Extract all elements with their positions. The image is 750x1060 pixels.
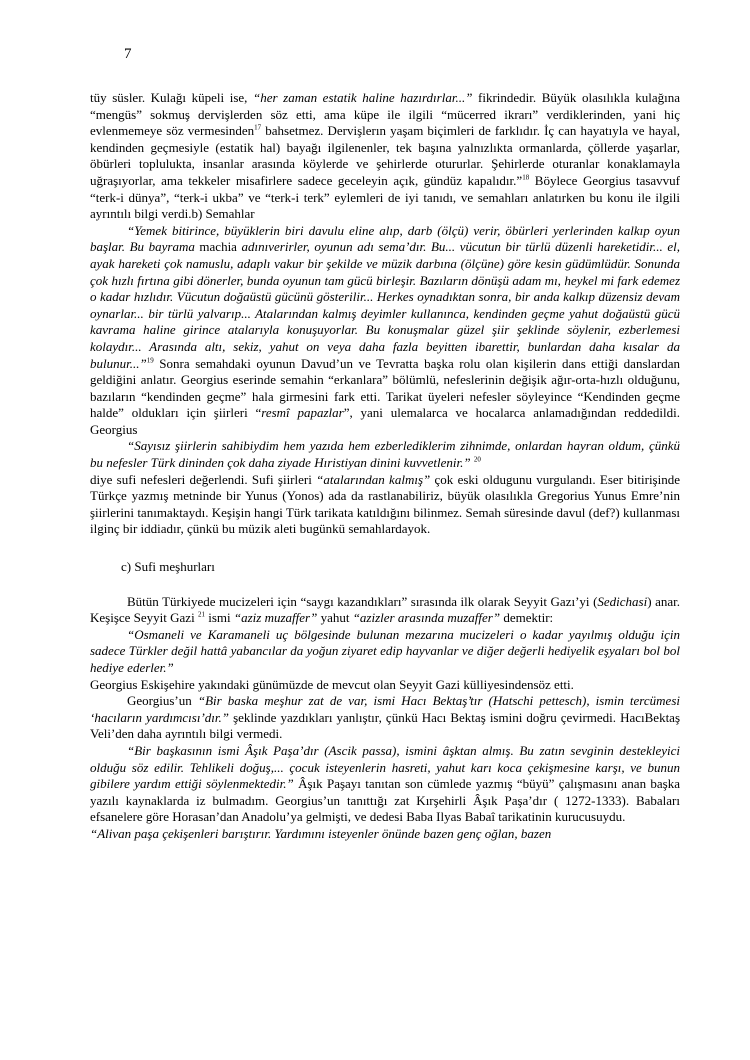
footnote-ref: 20	[473, 455, 481, 464]
paragraph-haci-bektas: Georgius’un “Bir baska meşhur zat de var, ismi Hacı Bektaş’tır (Hatschi pettesch), ismin tercümesi ‘hacıların yardımcısı’dır.” şeklinde yazdıkları yanlıştır, çünkü Hacı Bektaş ismini doğru çevirmedi. HacıBektaş Veli’den daha ayrıntılı bilgi vermedi.	[90, 693, 681, 742]
page-number: 7	[124, 46, 132, 62]
term-machia: machia	[199, 239, 237, 255]
paragraph-dervish-lifestyles: tüy süsler. Kulağı küpeli ise, “her zaman estatik haline hazırdırlar...” fikrindedir. Büyük olasılıkla kulağına “mengüs” sokmuş dervişlerden söz etti, ama küpe ile ilgili “mücerred ikrarı” verdiklerinden, yani hiç evlenmemeye söz vermesinden$^{17}$ bahsetmez. Dervişlerın yaşam biçimleri de farklıdır. İç can hayatıyla ve hayal, kendinden geçmesiyle (estatik hal) bayağı ilgilenenler, tek başına yalnızlıkta ormanlarda, çöllerde yaşarlar, öbürleri topluluktа, insanlar arasında köylerde ve şehirlerde otururlar. Şehirlerde oturanlar konaklamayla uğraşıyorlar, ama tekkeler misafirlere sadece geceleyin açık, gündüz kapalıdır.”$^{18}$ Böylece Georgius tasavvuf “terk-i dünya”, “terk-i ukba” ve “terk-i terk” eylemleri de iyi tanıdı, ve semahları anlatırken bu konu ile ilgili ayrıntılı bilgi verdi.b) Semahlar	[90, 90, 681, 222]
quote-poems: “Sayısız şiirlerin sahibiydim hem yazıda hem ezberlediklerim zihnimde, onlardan hayran oldum, çünkü bu nefesler Türk dininden çok daha ziyade Hıristiyan dinini kuvvetlenir.” $^{20}$	[90, 438, 680, 471]
paragraph-sufi-nefes: diye sufi nefesleri değerlendi. Sufi şiirleri “atalarından kalmış” çok eski oldugunu vurgulandı. Eser bitirişinde Türkçe yazmış metninde bir Yunus (Yonos) ada da rastlanabiliriz, büyük olasılıkla Gregorius Yunus Emre’nin şiirlerini tanımaktaydı. Keşişin hangi Türk tarikata katıldığını bilinmez. Semah süresinde davul (def?) kullanması ilginç bir iddiadır, çünkü bu müzik aleti bugünkü semahlardayok.	[90, 471, 680, 537]
quote-alivan-pasa: “Alivan paşa çekişenleri barıştırır. Yardımını isteyenler önünde bazen genç oğlan, bazen	[90, 825, 552, 841]
quote-semah: “Yemek bitirince, büyüklerin biri davulu eline alıp, darb (ölçü) verir, öbürleri yerlerinden kalkıp oyun başlar. Bu bayrama machia adınıverirler, oyunun adı sema’dır. Bu... vücutun bir türlü düzenli hareketidir... el, ayak hareketi çok namuslu, adaplı vakur bir şekilde ve müzik darbına (ölçüne) göre kesin güdümlüdür. Sonunda çok hızlı fırtına gibi dönerler, bunda oyunun tam gücü birleşir. Bazıların dönüşü adam mı, heykel mi fark edemez o kadar hızlıdır. Vücutun doğaüstü gücünü gösterilir... Herkes oynadıktan sonra, bir anda kalkıp düzensiz devam oynarlar... bir türlü yalvarıp... Atalarından kalmış deyimler kullanınca, kendinden geçme yahut doğaüstü gücü kavrama haline girince atalarıyla konuşuyorlar. Bu konuşmalar güzel şiir şeklinde söylenir, ezberlemesi kolaydır... Arasında altı, sekiz, yahut on veya daha fazla beyitten ibarettir, bunlardan daha kısalar da bulunur...”$^{19}$ Sonra semahdaki oyunun Davud’un ve Tevratta başka rolu olan kişilerin dans ettiği danslardan geldiğini anlatır. Georgius eserinde semahin “erkanlara” bölümlü, nefeslerinin değişik ağır-orta-hızlı olduğunu, bazıların “kendinden geçme” hala girmesini fark etti. Tarikat üyeleri nefesler söyleyince “Kendinden geçme halde” oldukları için şiirleri “resmî papazlar”, yani ulemalarca ve hocalarca anlamadığından reddedildi. Georgius	[90, 222, 680, 437]
section-heading-sufi-meshurlari: c) Sufi meşhurları	[121, 559, 215, 575]
footnote-ref: 21	[197, 610, 205, 619]
quote-osmaneli: “Osmaneli ve Karamaneli uç bölgesinde bulunan mezarına mucizeleri o kadar yayılmış olduğu için sadece Türkler değil hattâ yabancılar da yoğun ziyaret edip hayvanlar ve diğer değerli hediyelik eşyaları bol bol hediye ederler.”	[90, 626, 680, 675]
quote-inline: “atalarından kalmış”	[316, 471, 431, 487]
paragraph-eskisehir: Georgius Eskişehire yakındaki günümüzde de mevcut olan Seyyit Gazi külliyesindensöz etti.	[90, 676, 574, 692]
footnote-ref: 18	[522, 173, 530, 182]
paragraph-asik-pasa: “Bir başkasının ismi Âşık Paşa’dır (Ascik passa), ismini âşktan almış. Bu zatın sevginin destekleyici olduğu söz edilir. Tehlikeli doğuş,... çocuk isteyenlerin hasreti, yahut karı koca çekişmesine karşı, ve bunun gibilere yardım ettiği söylenmektedir.” Âşık Paşayı tanıtan son cümlede yazmış “büyü” çalışmasını anan başka yazılı kaynaklarda iz bulmadım. Georgius’un tanıttığı zat Kırşehirli Âşık Paşa’dır ( 1272-1333). Babaları efsanelere göre Horasan’dan Anadolu’ya gelmişti, ve dedesi Baba Ilyas Babaî tarikatinin kurucusuydu.	[90, 742, 681, 825]
footnote-ref: 17	[254, 123, 262, 132]
quote-inline: “her zaman estatik haline hazırdırlar...”	[253, 90, 473, 105]
page-body	[90, 90, 680, 843]
paragraph-seyyit-gazi: Bütün Türkiyede mucizeleri için “saygı kazandıkları” sırasında ilk olarak Seyyit Gazı’yi (Sedichasi) anar. Keşişce Seyyit Gazi $^{21}$ ismi “aziz muzaffer” yahut “azizler arasında muzaffer” demektir:	[90, 593, 681, 626]
footnote-ref: 19	[146, 356, 154, 365]
term-resmi-papazlar: resmî papazlar	[261, 405, 344, 421]
